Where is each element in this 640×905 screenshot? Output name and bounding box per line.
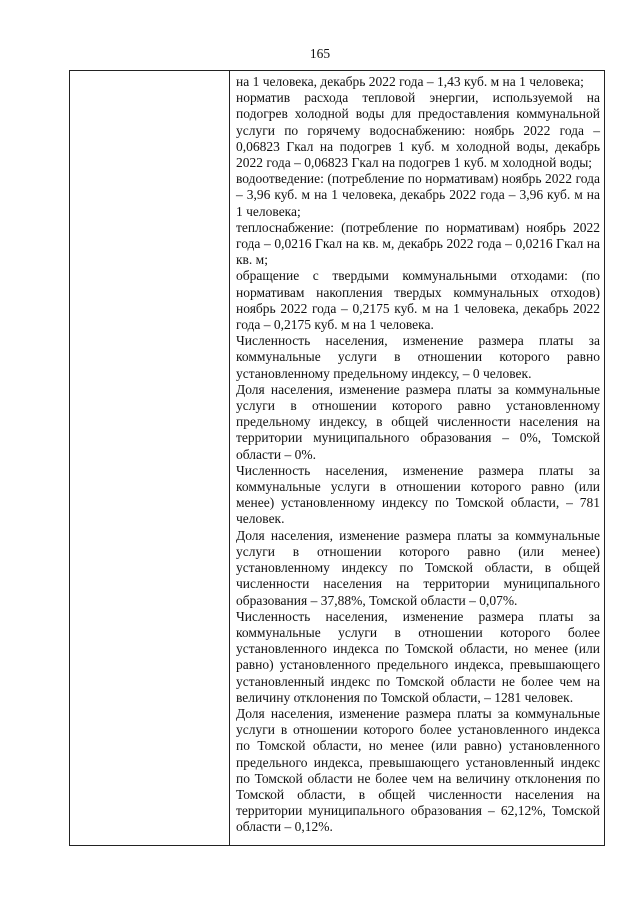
paragraph-solid-waste: обращение с твердыми коммунальными отходами: (по нормативам накопления твердых коммунальных отходов) ноябрь 2022 года – 0,2175 куб. м на 1 человека, декабрь 2022 года – 0,2175 куб. м на 1 человека.: [236, 268, 600, 333]
right-cell: [230, 71, 604, 845]
paragraph-population-index-count: Численность населения, изменение размера платы за коммунальные услуги в отношении которого равно (или менее) установленному индексу по Томской области, – 781 человек.: [236, 462, 600, 527]
page-number: 165: [309, 46, 331, 61]
paragraph-population-above-share: Доля населения, изменение размера платы за коммунальные услуги в отношении которого более установленного индекса по Томской области, но менее (или равно) установленного предельного индекса, превышающего установленный индекс по Томской области не более чем на величину отклонения по Томской области, в общей численности населения на территории муниципального образования – 62,12%, Томской области – 0,12%.: [236, 705, 600, 835]
paragraph-heating: теплоснабжение: (потребление по нормативам) ноябрь 2022 года – 0,0216 Гкал на кв. м, декабрь 2022 года – 0,0216 Гкал на кв. м;: [236, 219, 600, 268]
paragraph-population-index-share: Доля населения, изменение размера платы за коммунальные услуги в отношении которого равно (или менее) установленному индексу по Томской области, в общей численности населения на территории муниципального образования – 37,88%, Томской области – 0,07%.: [236, 527, 600, 608]
left-cell: [70, 71, 230, 845]
paragraph-heat-norm: норматив расхода тепловой энергии, используемой на подогрев холодной воды для предоставления коммунальной услуги по горячему водоснабжению: ноябрь 2022 года – 0,06823 Гкал на подогрев 1 куб. м холодной воды, декабрь 2022 года – 0,06823 Гкал на подогрев 1 куб. м холодной воды;: [236, 90, 600, 171]
paragraph-population-limit-share: Доля населения, изменение размера платы за коммунальные услуги в отношении которого равно установленному предельному индексу, в общей численности населения на территории муниципального образования – 0%, Томской области – 0%.: [236, 381, 600, 462]
paragraph-population-above-count: Численность населения, изменение размера платы за коммунальные услуги в отношении которого более установленного индекса по Томской области, но менее (или равно) установленного предельного индекса, превышающего установленный индекс по Томской области не более чем на величину отклонения по Томской области, – 1281 человек.: [236, 608, 600, 705]
paragraph-water-norm: на 1 человека, декабрь 2022 года – 1,43 куб. м на 1 человека;: [236, 74, 584, 89]
paragraph-population-limit-count: Численность населения, изменение размера платы за коммунальные услуги в отношении которого равно установленному предельному индексу, – 0 человек.: [236, 333, 600, 381]
paragraph-drainage: водоотведение: (потребление по нормативам) ноябрь 2022 года – 3,96 куб. м на 1 человека, декабрь 2022 года – 3,96 куб. м на 1 человека;: [236, 171, 600, 219]
content-table: [69, 70, 605, 846]
